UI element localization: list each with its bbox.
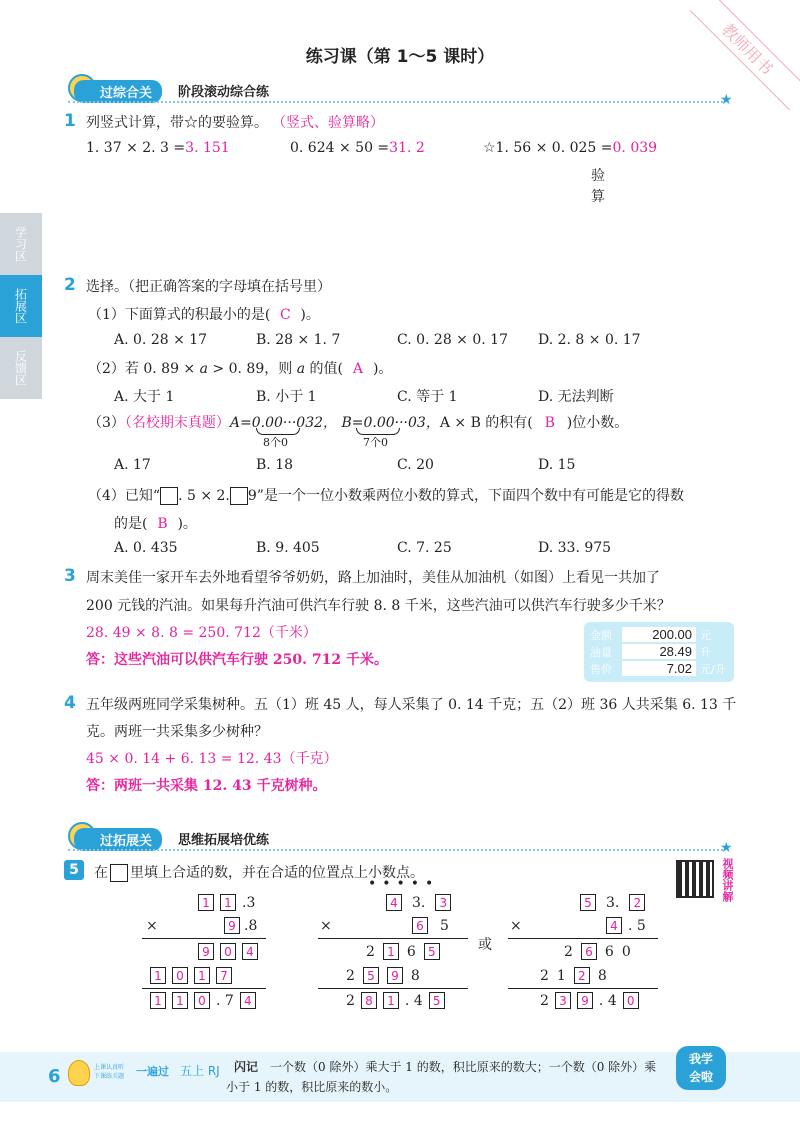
- calc-digit: 6: [604, 943, 614, 960]
- calc-digit: 2: [346, 967, 355, 984]
- meter-value: 200.00: [622, 627, 696, 642]
- calc-digit: 1: [194, 967, 210, 984]
- calc-digit: 3.: [606, 894, 620, 911]
- calc-line: [318, 988, 468, 989]
- q2-sub1-opt-b: B. 28 × 1. 7: [256, 332, 341, 348]
- calc-digit: 6: [406, 943, 416, 960]
- tab-feedback[interactable]: 反馈区: [0, 337, 42, 399]
- calc-2: [318, 876, 468, 1022]
- section-divider: [68, 101, 723, 103]
- tip-line-2: 小于 1 的数，积比原来的数小。: [226, 1080, 398, 1094]
- calc-digit: 5: [429, 992, 445, 1009]
- or-label: 或: [478, 937, 492, 953]
- calc-digit: 0: [194, 992, 210, 1009]
- brace-a-label: 8个0: [263, 436, 288, 449]
- q2-sub2-opt-d: D. 无法判断: [538, 389, 614, 405]
- q2-sub2-opt-b: B. 小于 1: [256, 389, 317, 405]
- q2-sub1-opt-d: D. 2. 8 × 0. 17: [538, 332, 641, 348]
- brand-small-2: 下课练关题: [94, 1073, 125, 1080]
- q1-item-3: ☆1. 56 × 0. 025 =0. 039: [483, 140, 658, 156]
- section-header-2: [68, 826, 738, 856]
- calc-digit: 1: [150, 992, 166, 1009]
- tab-study[interactable]: 学习区: [0, 213, 42, 275]
- calc-digit: 3: [555, 992, 571, 1009]
- q2-sub4-opt-d: D. 33. 975: [538, 540, 612, 556]
- mascot-icon: [68, 1060, 90, 1086]
- page-title: 练习课（第 1～5 课时）: [305, 47, 495, 67]
- tip-label: 闪记: [234, 1060, 259, 1074]
- calc-line: [318, 938, 468, 939]
- q1-prompt: 列竖式计算，带☆的要验算。: [86, 115, 268, 131]
- q2-sub2-opt-a: A. 大于 1: [114, 389, 175, 405]
- calc-digit: 6: [581, 943, 597, 960]
- badge-line-1: 我学: [688, 1052, 713, 1066]
- calc-digit: 6: [412, 917, 428, 934]
- calc-digit: 1: [198, 894, 214, 911]
- section-badge: 过拓展关: [74, 828, 162, 851]
- decimal-dots: •••••: [368, 876, 440, 892]
- q2-sub1-stem: （1）下面算式的积最小的是( C )。: [88, 307, 320, 323]
- brace-b-label: 7个0: [363, 436, 388, 449]
- calc-times: ×: [320, 917, 332, 934]
- calc-digit: 2: [574, 967, 590, 984]
- check-label-1: 验: [591, 168, 605, 184]
- blank-box: [160, 487, 178, 505]
- calc-digit: . 4: [598, 992, 617, 1009]
- learned-badge: [676, 1046, 726, 1090]
- section-divider: [68, 849, 723, 851]
- q2-sub1-opt-c: C. 0. 28 × 0. 17: [397, 332, 508, 348]
- calc-digit: 9: [387, 967, 403, 984]
- section-badge: 过综合关: [74, 80, 162, 103]
- calc-line: [142, 988, 266, 989]
- q1-note: （竖式、验算略）: [272, 115, 384, 131]
- calc-digit: 2: [346, 992, 355, 1009]
- q2-sub4-line1: （4）已知“ . 5 × 2. 9”是一个一位小数乘两位小数的算式，下面四个数中有可能是它的得数: [88, 488, 684, 504]
- calc-digit: 5: [363, 967, 379, 984]
- q2-number: 2: [64, 275, 76, 295]
- calc-digit: . 7: [216, 992, 234, 1009]
- fuel-meter: [584, 622, 734, 682]
- footer: [0, 1052, 800, 1102]
- calc-digit: 9: [198, 943, 214, 960]
- calc-digit: 2: [564, 943, 573, 960]
- meter-value: 28.49: [622, 644, 696, 659]
- q1-item-2: 0. 624 × 50 =31. 2: [290, 140, 425, 156]
- section-subtitle: 思维拓展培优练: [178, 833, 270, 848]
- tip-line-1: 一个数（0 除外）乘大于 1 的数，积比原来的数大；一个数（0 除外）乘: [270, 1060, 657, 1074]
- q4-calc: 45 × 0. 14 + 6. 13 = 12. 43（千克）: [86, 751, 338, 767]
- calc-digit: 1: [220, 894, 236, 911]
- calc-digit: 2: [540, 967, 549, 984]
- q5-number: 5: [64, 860, 84, 880]
- blank-box: [230, 487, 248, 505]
- calc-digit: .3: [242, 894, 256, 911]
- calc-digit: 3: [435, 894, 451, 911]
- q2-prompt: 选择。（把正确答案的字母填在括号里）: [86, 279, 331, 295]
- calc-digit: 1: [556, 967, 566, 984]
- q2-sub4-opt-c: C. 7. 25: [397, 540, 452, 556]
- tab-extend[interactable]: 拓展区: [0, 275, 42, 337]
- calc-digit: 2: [629, 894, 645, 911]
- calc-digit: 4: [606, 917, 622, 934]
- star-icon: ★: [720, 840, 733, 856]
- badge-line-2: 会啦: [688, 1070, 713, 1084]
- calc-digit: 0: [220, 943, 236, 960]
- calc-digit: 0: [172, 967, 188, 984]
- meter-unit: 元/升: [700, 662, 726, 676]
- calc-digit: 2: [540, 992, 549, 1009]
- grade-label: 五上 RJ: [180, 1064, 220, 1078]
- q1-number: 1: [64, 111, 76, 131]
- calc-times: ×: [510, 917, 522, 934]
- side-tabs: [0, 213, 42, 399]
- calc-digit: 1: [150, 967, 166, 984]
- qr-code-icon[interactable]: [676, 860, 714, 898]
- q4-line1: 五年级两班同学采集树种。五（1）班 45 人，每人采集了 0. 14 千克；五（2）班 36 人共采集 6. 13 千: [86, 697, 737, 713]
- brand-small-1: 上课认真听: [94, 1064, 125, 1071]
- meter-value: 7.02: [622, 661, 696, 676]
- calc-digit: 1: [172, 992, 188, 1009]
- q3-answer: 答：这些汽油可以供汽车行驶 250. 712 千米。: [86, 652, 388, 668]
- calc-digit: 8: [410, 967, 420, 984]
- q2-sub4-opt-a: A. 0. 435: [114, 540, 178, 556]
- calc-line: [142, 938, 266, 939]
- calc-digit: 5: [424, 943, 440, 960]
- star-icon: ★: [720, 92, 733, 108]
- calc-digit: 2: [366, 943, 375, 960]
- q1-item-1: 1. 37 × 2. 3 =3. 151: [86, 140, 230, 156]
- calc-digit: 1: [383, 943, 399, 960]
- q2-sub1-opt-a: A. 0. 28 × 17: [114, 332, 208, 348]
- meter-unit: 升: [700, 645, 711, 659]
- calc-line: [508, 988, 658, 989]
- q2-sub4-opt-b: B. 9. 405: [256, 540, 320, 556]
- section-header-1: [68, 78, 738, 108]
- brand-name: 一遍过: [136, 1065, 169, 1078]
- calc-digit: 8: [597, 967, 607, 984]
- calc-digit: 0: [621, 943, 631, 960]
- calc-1: [142, 892, 268, 1022]
- calc-3: [508, 892, 658, 1022]
- qr-label: 视频讲解: [721, 858, 734, 902]
- meter-unit: 元: [700, 628, 711, 642]
- q2-sub3-opt-b: B. 18: [256, 457, 294, 473]
- q4-answer: 答：两班一共采集 12. 43 千克树种。: [86, 778, 327, 794]
- blank-box: [110, 864, 128, 882]
- check-label-2: 算: [591, 189, 605, 205]
- q2-sub3-opt-d: D. 15: [538, 457, 576, 473]
- q2-sub2-stem: （2）若 0. 89 × a > 0. 89，则 a 的值( A )。: [88, 361, 393, 377]
- q5-prompt: 在 里填上合适的数，并在合适的位置点上小数点。: [94, 865, 424, 881]
- calc-digit: 1: [383, 992, 399, 1009]
- q3-calc: 28. 49 × 8. 8 = 250. 712（千米）: [86, 625, 317, 641]
- q2-sub3-opt-a: A. 17: [114, 457, 151, 473]
- q4-line2: 克。两班一共采集多少树种？: [86, 724, 268, 740]
- q2-sub2-opt-c: C. 等于 1: [397, 389, 458, 405]
- calc-digit: 4: [242, 943, 258, 960]
- calc-digit: 5: [580, 894, 596, 911]
- calc-digit: . 5: [628, 917, 646, 934]
- calc-digit: 5: [440, 917, 449, 934]
- meter-label: 售价: [590, 662, 612, 676]
- calc-digit: 9: [224, 917, 240, 934]
- calc-digit: . 4: [404, 992, 423, 1009]
- q3-line1: 周末美佳一家开车去外地看望爷爷奶奶，路上加油时，美佳从加油机（如图）上看见一共加了: [86, 570, 660, 586]
- calc-times: ×: [146, 917, 158, 934]
- calc-digit: 4: [240, 992, 256, 1009]
- calc-digit: 3.: [412, 894, 426, 911]
- meter-label: 油量: [590, 645, 612, 659]
- stamp-label: 教师用书: [690, 0, 800, 110]
- calc-digit: 0: [623, 992, 639, 1009]
- q3-number: 3: [64, 566, 76, 586]
- section-subtitle: 阶段滚动综合练: [178, 85, 270, 100]
- calc-digit: .8: [244, 917, 258, 934]
- q4-number: 4: [64, 693, 76, 713]
- q2-sub3-opt-c: C. 20: [397, 457, 434, 473]
- q2-sub3-stem: （3）（名校期末真题）A=0.00···032， B=0.00···03，A × B 的积有( B )位小数。: [88, 415, 629, 431]
- calc-digit: 8: [361, 992, 377, 1009]
- calc-digit: 7: [216, 967, 232, 984]
- calc-line: [508, 938, 658, 939]
- meter-label: 金额: [590, 628, 612, 642]
- page-number: 6: [48, 1066, 61, 1087]
- calc-digit: 4: [386, 894, 402, 911]
- calc-digit: 9: [577, 992, 593, 1009]
- q2-sub4-line2: 的是( B )。: [114, 516, 197, 532]
- q3-line2: 200 元钱的汽油。如果每升汽油可供汽车行驶 8. 8 千米，这些汽油可以供汽车行驶多少千米？: [86, 598, 671, 614]
